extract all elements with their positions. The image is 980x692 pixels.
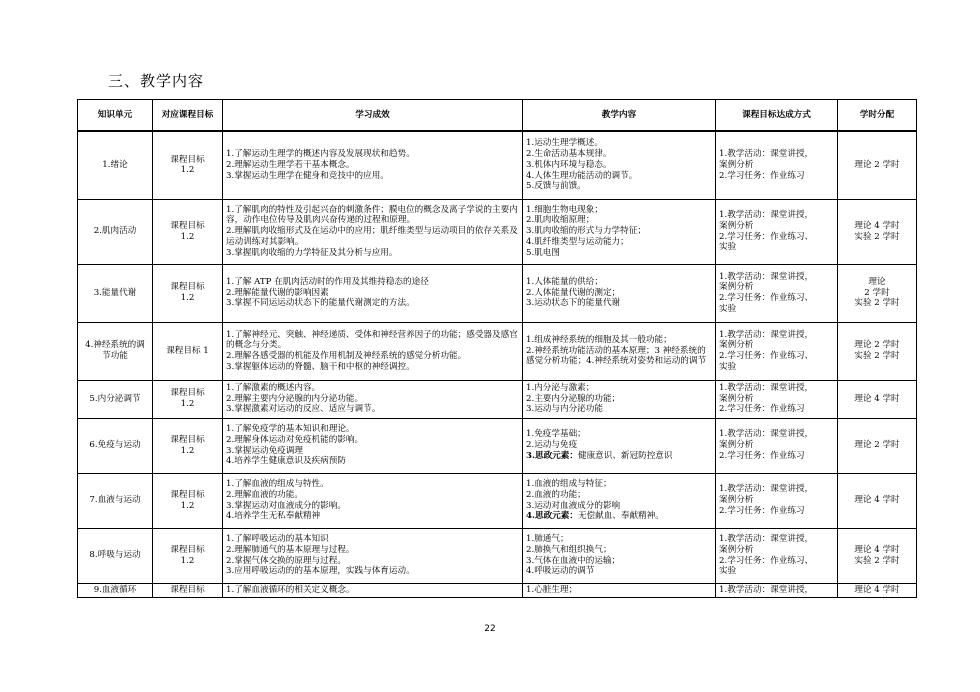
- cell-hours-line: 理论 4 学时: [854, 495, 900, 506]
- teaching-content-table: [77, 99, 917, 598]
- cell-methods-line: 实验: [719, 303, 737, 314]
- cell-hours-line: 理论 2 学时: [854, 340, 900, 351]
- table-row: [78, 131, 917, 199]
- cell-content-line: 3.气体在血液中的运输；: [526, 555, 621, 566]
- cell-outcomes: [223, 199, 523, 264]
- cell-outcomes: [223, 583, 523, 597]
- cell-content-line: 2.肺换气和组织换气；: [526, 544, 612, 555]
- cell-content-line: 5.反馈与前馈。: [526, 181, 586, 192]
- cell-content-line: 4.呼吸运动的调节: [526, 566, 595, 577]
- ideology-element-line: [526, 511, 712, 522]
- cell-methods-line: 实验: [719, 361, 737, 372]
- cell-content-line: 2.运动与免疫: [526, 440, 578, 451]
- cell-content-line: 3.运动状态下的能量代谢: [526, 298, 621, 309]
- cell-content: [523, 322, 716, 380]
- cell-outcomes: [223, 528, 523, 583]
- cell-methods-line: 1.教学活动：课堂讲授，: [719, 382, 814, 393]
- cell-methods-line: 1.教学活动：课堂讲授，: [719, 210, 814, 221]
- cell-outcomes-line: 4.培养学生无私奉献精神: [226, 511, 321, 522]
- cell-outcomes-line: 3.掌握运动生理学在健身和竞技中的应用。: [226, 170, 389, 181]
- cell-methods: [716, 264, 838, 322]
- cell-content-line: 1.免疫学基础；: [526, 429, 586, 440]
- cell-content-line: 1.肺通气；: [526, 534, 569, 545]
- cell-unit-text: 2.肌肉活动: [93, 226, 137, 237]
- cell-outcomes-line: 1.了解肌肉的特性及引起兴奋的刺激条件；膜电位的概念及离子学说的主要内容，动作电位传导及肌肉兴奋传递的过程和原理。: [226, 204, 518, 226]
- cell-outcomes-line: 1.了解运动生理学的概述内容及发展现状和趋势。: [226, 149, 415, 160]
- cell-hours-line: 实验 2 学时: [854, 351, 900, 361]
- cell-methods-line: 1.教学活动：课堂讲授，: [719, 429, 814, 440]
- cell-content-line: 4.肌纤维类型与运动能力；: [526, 236, 629, 247]
- cell-methods: [716, 199, 838, 264]
- cell-hours: [838, 380, 917, 418]
- cell-methods: [716, 322, 838, 380]
- cell-methods-line: 案例分析: [719, 159, 754, 170]
- cell-goal: [153, 583, 223, 597]
- ideology-label: 4.思政元素：: [526, 511, 578, 522]
- cell-content-line: 1.血液的组成与特征；: [526, 479, 612, 490]
- cell-hours: [838, 199, 917, 264]
- cell-methods: [716, 473, 838, 528]
- cell-outcomes-line: 3.掌握运动对血液成分的影响。: [226, 500, 346, 511]
- cell-hours: [838, 528, 917, 583]
- cell-outcomes-line: 2.理解身体运动对免疫机能的影响。: [226, 434, 364, 445]
- cell-content-line: 4.人体生理功能活动的调节。: [526, 170, 638, 181]
- cell-hours: [838, 131, 917, 199]
- cell-content-line: 3.肌肉收缩的形式与力学特征；: [526, 226, 646, 237]
- cell-content-line: 2.生命活动基本规律。: [526, 149, 612, 160]
- cell-content-line: 1.细胞生物电现象；: [526, 204, 603, 215]
- cell-hours-line: 实验 2 学时: [854, 555, 900, 566]
- header-hours: 学时分配: [838, 100, 917, 132]
- cell-content: [523, 583, 716, 597]
- cell-content: [523, 380, 716, 418]
- cell-outcomes-line: 3.掌握不同运运动状态下的能量代谢测定的方法。: [226, 298, 415, 309]
- cell-goal-line: 课程目标: [170, 220, 205, 231]
- cell-methods-line: 案例分析: [719, 393, 754, 404]
- cell-outcomes-line: 2.理解主要内分泌腺的内分泌功能。: [226, 393, 364, 404]
- cell-content-line: 1.人体能量的供给；: [526, 276, 603, 287]
- cell-hours: [838, 418, 917, 473]
- cell-goal-line: 课程目标: [170, 388, 205, 399]
- cell-methods-line: 1.教学活动：课堂讲授，: [719, 484, 814, 495]
- cell-unit: [78, 199, 153, 264]
- cell-goal-line: 课程目标: [170, 584, 205, 595]
- cell-content-line: 2.神经系统功能活动的基本原理；3 神经系统的感觉分析功能；4.神经系统对姿势和运动的调节: [526, 345, 707, 367]
- cell-methods-line: 1.教学活动：课堂讲授，: [719, 149, 814, 160]
- cell-content-line: 3.运动与内分泌功能: [526, 404, 603, 415]
- cell-unit-text: 4.神经系统的调节功能: [85, 340, 145, 361]
- cell-outcomes-line: 1.了解血液的组成与特性。: [226, 479, 329, 490]
- cell-hours-line: 理论 2 学时: [854, 440, 900, 451]
- table-header-row: [78, 100, 917, 132]
- cell-content: [523, 199, 716, 264]
- cell-goal: [153, 418, 223, 473]
- cell-unit: [78, 473, 153, 528]
- cell-outcomes-line: 2.掌握气体交换的原理与过程。: [226, 555, 346, 566]
- cell-hours: [838, 322, 917, 380]
- cell-hours-line: 理论 4 学时: [854, 220, 900, 231]
- cell-goal-line: 1.2: [180, 500, 195, 511]
- cell-methods-line: 2.学习任务：作业练习、: [719, 231, 814, 242]
- cell-hours: [838, 473, 917, 528]
- cell-outcomes-line: 2.理解肺通气的基本原理与过程。: [226, 544, 355, 555]
- cell-goal-line: 1.2: [180, 231, 195, 242]
- cell-goal: [153, 131, 223, 199]
- table-row: [78, 199, 917, 264]
- cell-methods-line: 2.学习任务：作业练习: [719, 450, 805, 461]
- cell-outcomes-line: 2.理解肌肉收缩形式及在运动中的应用；肌纤维类型与运动项目的依存关系及运动训练对其影响。: [226, 226, 518, 247]
- cell-goal-line: 课程目标: [170, 282, 205, 293]
- cell-outcomes: [223, 418, 523, 473]
- cell-goal-line: 1.2: [180, 293, 195, 303]
- cell-unit-text: 7.血液与运动: [89, 495, 141, 506]
- ideology-text: 健康意识、新冠防控意识: [577, 450, 673, 461]
- cell-unit-text: 9.血液循环: [93, 584, 137, 595]
- cell-goal-line: 课程目标: [170, 434, 205, 445]
- cell-content-line: 1.内分泌与激素；: [526, 382, 595, 393]
- cell-goal: [153, 322, 223, 380]
- cell-goal: [153, 199, 223, 264]
- cell-goal-line: 1.2: [180, 555, 195, 566]
- cell-goal-line: 1.2: [180, 165, 195, 176]
- cell-methods-line: 案例分析: [719, 495, 754, 506]
- cell-methods-line: 1.教学活动：课堂讲授，: [719, 534, 814, 545]
- header-achievement-method: 课程目标达成方式: [716, 100, 838, 132]
- cell-methods: [716, 583, 838, 597]
- cell-content-line: 5.肌电图: [526, 247, 560, 258]
- cell-outcomes-line: 2.理解能量代谢的影响因素: [226, 287, 329, 298]
- cell-hours-line: 理论: [868, 276, 886, 287]
- cell-methods-line: 案例分析: [719, 282, 754, 293]
- cell-methods-line: 2.学习任务：作业练习: [719, 170, 805, 181]
- cell-unit: [78, 322, 153, 380]
- cell-content-line: 1.运动生理学概述。: [526, 138, 603, 149]
- table-row: [78, 380, 917, 418]
- cell-content: [523, 473, 716, 528]
- cell-unit: [78, 264, 153, 322]
- cell-hours: [838, 583, 917, 597]
- cell-outcomes-line: 1.了解血液循环的相关定义概念。: [226, 584, 355, 595]
- cell-content: [523, 264, 716, 322]
- cell-outcomes-line: 3.掌握运动免疫调理: [226, 445, 303, 456]
- table-row: [78, 473, 917, 528]
- cell-unit-text: 3.能量代谢: [93, 287, 137, 298]
- ideology-label: 3.思政元素：: [526, 450, 578, 461]
- cell-content-line: 1.组成神经系统的细胞及其一般功能；: [526, 334, 672, 345]
- header-learning-outcomes: 学习成效: [223, 100, 523, 132]
- cell-outcomes: [223, 380, 523, 418]
- cell-outcomes-line: 1.了解神经元、突触、神经递质、受体和神经营养因子的功能；感受器及感官的概念与分类。: [226, 329, 518, 351]
- cell-methods-line: 1.教学活动：课堂讲授，: [719, 329, 814, 340]
- cell-outcomes-line: 3.应用呼吸运动的的基本原理，实践与体育运动。: [226, 566, 415, 577]
- cell-methods: [716, 131, 838, 199]
- cell-goal-line: 课程目标: [170, 154, 205, 165]
- cell-goal-line: 课程目标 1: [166, 345, 209, 356]
- ideology-element-line: [526, 451, 712, 462]
- cell-hours-line: 理论 4 学时: [854, 393, 900, 404]
- cell-content-line: 2.血液的功能；: [526, 489, 586, 500]
- cell-outcomes-line: 4.培养学生健康意识及疾病预防: [226, 456, 346, 467]
- cell-outcomes-line: 3.掌握肌肉收缩的力学特征及其分析与应用。: [226, 247, 398, 258]
- table-row: [78, 418, 917, 473]
- cell-methods-line: 案例分析: [719, 440, 754, 451]
- cell-unit: [78, 583, 153, 597]
- cell-goal-line: 课程目标: [170, 489, 205, 500]
- cell-outcomes: [223, 131, 523, 199]
- cell-outcomes: [223, 322, 523, 380]
- cell-unit-text: 8.呼吸与运动: [89, 550, 141, 561]
- cell-outcomes-line: 1.了解呼吸运动的基本知识: [226, 534, 329, 545]
- cell-methods-line: 案例分析: [719, 220, 754, 231]
- cell-methods-line: 1.教学活动：课堂讲授，: [719, 271, 814, 282]
- table-row: [78, 264, 917, 322]
- cell-unit: [78, 380, 153, 418]
- cell-goal: [153, 380, 223, 418]
- cell-outcomes: [223, 473, 523, 528]
- cell-methods-line: 实验: [719, 242, 737, 253]
- table-row: [78, 528, 917, 583]
- cell-content: [523, 418, 716, 473]
- cell-unit: [78, 528, 153, 583]
- cell-methods-line: 2.学习任务：作业练习、: [719, 351, 814, 361]
- cell-unit-text: 5.内分泌调节: [89, 393, 141, 404]
- table-row: [78, 322, 917, 380]
- cell-content: [523, 528, 716, 583]
- cell-hours-line: 实验 2 学时: [854, 298, 900, 309]
- cell-methods: [716, 418, 838, 473]
- cell-content-line: 3.机体内环境与稳态。: [526, 159, 612, 170]
- cell-methods-line: 实验: [719, 566, 737, 577]
- cell-goal-line: 1.2: [180, 445, 195, 456]
- cell-methods-line: 案例分析: [719, 340, 754, 351]
- cell-unit: [78, 418, 153, 473]
- cell-outcomes-line: 2.理解运动生理学若干基本概念。: [226, 159, 355, 170]
- cell-outcomes-line: 3.掌握躯体运动的脊髓、脑干和中枢的神经调控。: [226, 361, 415, 372]
- page-number: 22: [484, 624, 496, 634]
- cell-outcomes-line: 1.了解 ATP 在肌肉活动时的作用及其维持稳态的途径: [226, 276, 429, 287]
- cell-methods-line: 2.学习任务：作业练习: [719, 404, 805, 415]
- cell-goal: [153, 264, 223, 322]
- cell-methods-line: 案例分析: [719, 544, 754, 555]
- cell-hours: [838, 264, 917, 322]
- cell-outcomes-line: 2.理解血液的功能。: [226, 489, 303, 500]
- cell-hours-line: 理论 4 学时: [854, 584, 900, 595]
- cell-goal-line: 1.2: [180, 399, 195, 409]
- cell-hours-line: 理论 4 学时: [854, 544, 900, 555]
- cell-methods-line: 2.学习任务：作业练习、: [719, 293, 814, 303]
- table-row: [78, 583, 917, 597]
- ideology-text: 无偿献血、奉献精神。: [577, 511, 664, 522]
- cell-content-line: 2.主要内分泌腺的功能；: [526, 393, 621, 404]
- cell-content-line: 3.运动对血液成分的影响: [526, 500, 621, 511]
- cell-methods-line: 2.学习任务：作业练习、: [719, 555, 814, 566]
- cell-methods-line: 2.学习任务：作业练习: [719, 505, 805, 516]
- cell-outcomes-line: 1.了解免疫学的基本知识和理论。: [226, 424, 355, 435]
- header-teaching-content: 教学内容: [523, 100, 716, 132]
- cell-methods-line: 1.教学活动：课堂讲授，: [719, 584, 814, 595]
- cell-content-line: 2.肌肉收缩原理；: [526, 215, 595, 226]
- cell-content-line: 1.心脏生理；: [526, 584, 578, 595]
- cell-methods: [716, 380, 838, 418]
- cell-content-line: 2.人体能量代谢的测定；: [526, 287, 621, 298]
- cell-outcomes-line: 1.了解激素的概述内容。: [226, 382, 321, 393]
- cell-goal: [153, 473, 223, 528]
- cell-hours-line: 理论 2 学时: [854, 159, 900, 170]
- cell-unit-text: 6.免疫与运动: [89, 440, 141, 451]
- cell-methods: [716, 528, 838, 583]
- cell-goal-line: 课程目标: [170, 544, 205, 555]
- cell-hours-line: 2 学时: [864, 287, 890, 298]
- cell-content: [523, 131, 716, 199]
- cell-unit-text: 1.绪论: [102, 159, 128, 170]
- section-title: 三、教学内容: [108, 72, 205, 90]
- header-knowledge-unit: 知识单元: [78, 100, 153, 132]
- cell-goal: [153, 528, 223, 583]
- cell-unit: [78, 131, 153, 199]
- cell-outcomes: [223, 264, 523, 322]
- cell-hours-line: 实验 2 学时: [854, 231, 900, 242]
- header-course-goal: 对应课程目标: [153, 100, 223, 132]
- cell-outcomes-line: 3.掌握激素对运动的反应、适应与调节。: [226, 404, 381, 415]
- cell-outcomes-line: 2.理解各感受器的机能及作用机制及神经系统的感觉分析功能。: [226, 351, 467, 361]
